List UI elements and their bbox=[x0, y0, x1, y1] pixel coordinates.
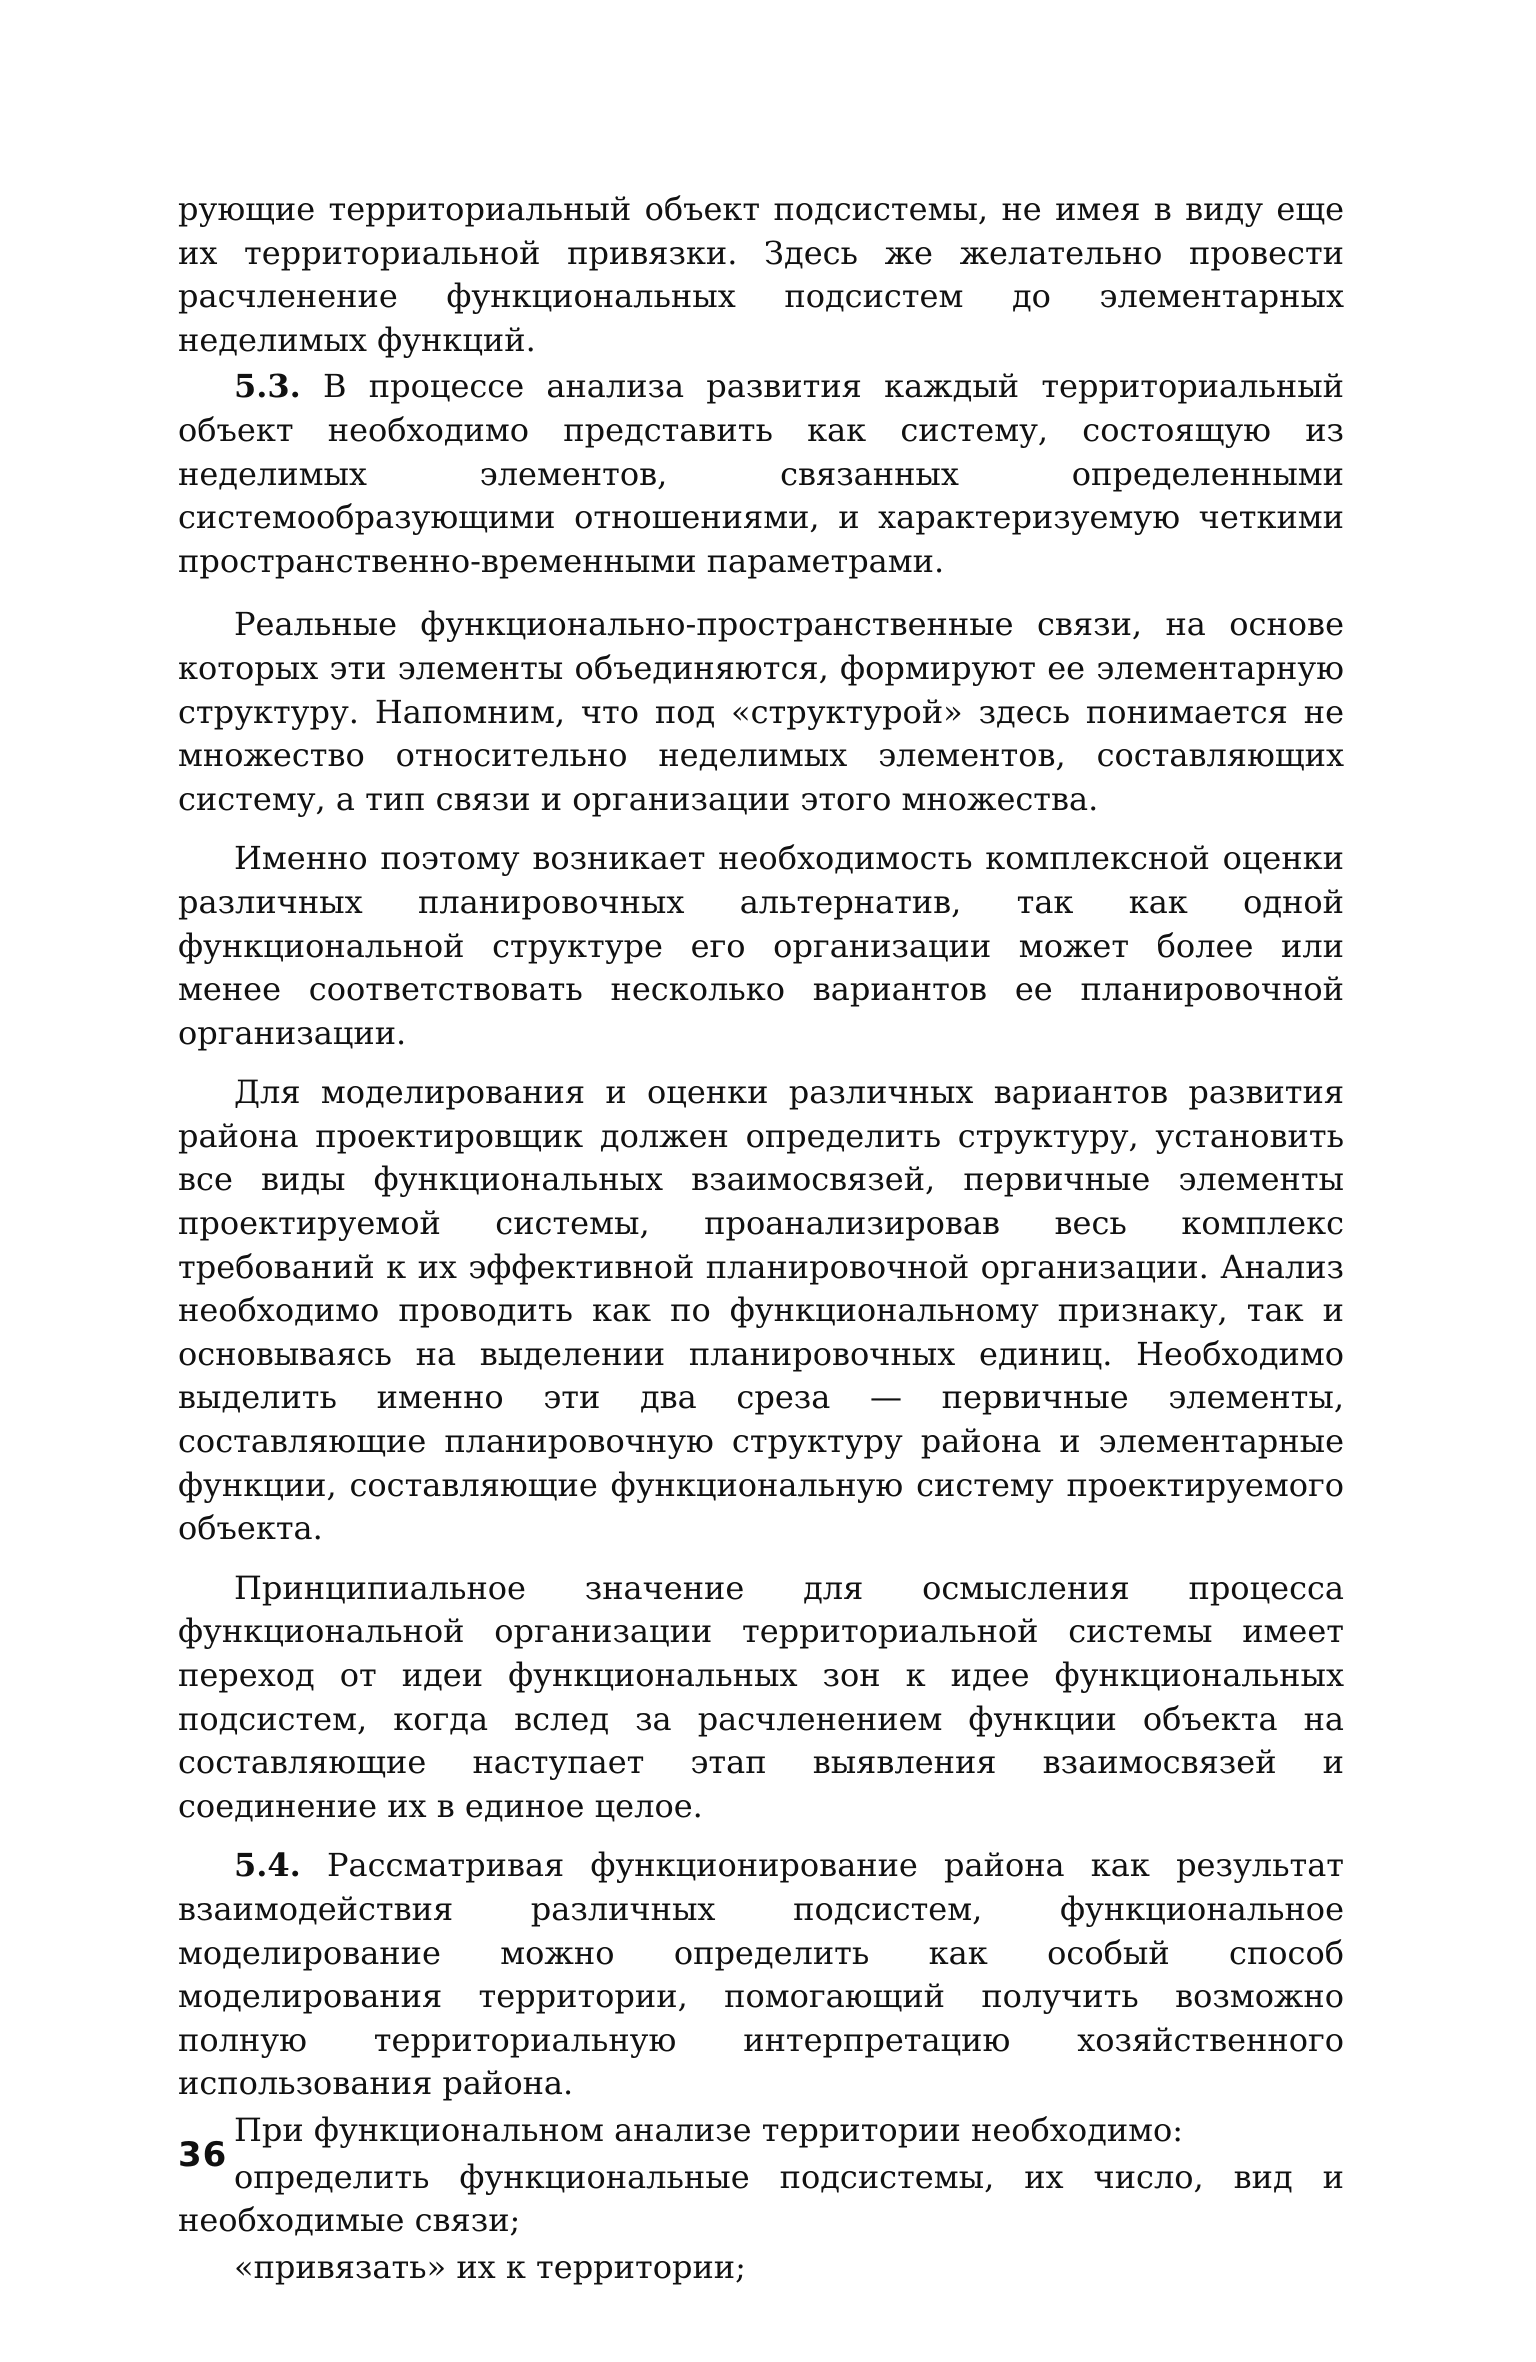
section-number: 5.3. bbox=[234, 367, 301, 406]
list-item: определить функциональные подсистемы, их число, вид и необходимые связи; bbox=[178, 2157, 1344, 2240]
paragraph-section-5-4 bbox=[178, 1844, 1344, 2106]
paragraph: При функциональном анализе территории необходимо: bbox=[234, 2110, 1184, 2149]
paragraph-text: В процессе анализа развития каждый территориальный объект необходимо представить как систему, состоящую из неделимых элементов, связанных определенными системообразующими отношениями, и характеризуемую четкими пространственно-временными параметрами. bbox=[178, 367, 1345, 580]
paragraph-text: Рассматривая функционирование района как результат взаимодействия различных подсистем, функциональное моделирование можно определить как особый способ моделирования территории, помогающий получить возможно полную территориальную интерпретацию хозяйственного использования района. bbox=[178, 1846, 1345, 2103]
section-number: 5.4. bbox=[234, 1846, 301, 1885]
paragraph-continuation: рующие территориальный объект подсистемы, не имея в виду еще их территориальной привязки. Здесь же желательно провести расчленение функциональных подсистем до элементарных неделимых функций. bbox=[178, 190, 1344, 359]
paragraph: Принципиальное значение для осмысления процесса функциональной организации территориальной системы имеет переход от идеи функциональных зон к идее функциональных подсистем, когда вслед за расчленением функции объекта на составляющие наступает этап выявления взаимосвязей и соединение их в единое целое. bbox=[178, 1568, 1344, 1825]
paragraph: Для моделирования и оценки различных вариантов развития района проектировщик должен определить структуру, установить все виды функциональных взаимосвязей, первичные элементы проектируемой системы, проанализировав весь комплекс требований к их эффективной планировочной организации. Анализ необходимо проводить как по функциональному признаку, так и основываясь на выделении планировочных единиц. Необходимо выделить именно эти два среза — первичные элементы, составляющие планировочную структуру района и элементарные функции, составляющие функциональную систему проектируемого объекта. bbox=[178, 1073, 1344, 1548]
paragraph-section-5-3 bbox=[178, 365, 1344, 583]
text-block bbox=[178, 188, 1344, 2289]
paragraph: Именно поэтому возникает необходимость комплексной оценки различных планировочных альтернатив, так как одной функциональной структуре его организации может более или менее соответствовать несколько вариантов ее планировочной организации. bbox=[178, 839, 1344, 1052]
page-number: 36 bbox=[178, 2135, 228, 2175]
list-item: «привязать» их к территории; bbox=[234, 2247, 746, 2286]
paragraph: Реальные функционально-пространственные связи, на основе которых эти элементы объединяются, формируют ее элементарную структуру. Напомним, что под «структурой» здесь понимается не множество относительно неделимых элементов, составляющих систему, а тип связи и организации этого множества. bbox=[178, 605, 1344, 818]
